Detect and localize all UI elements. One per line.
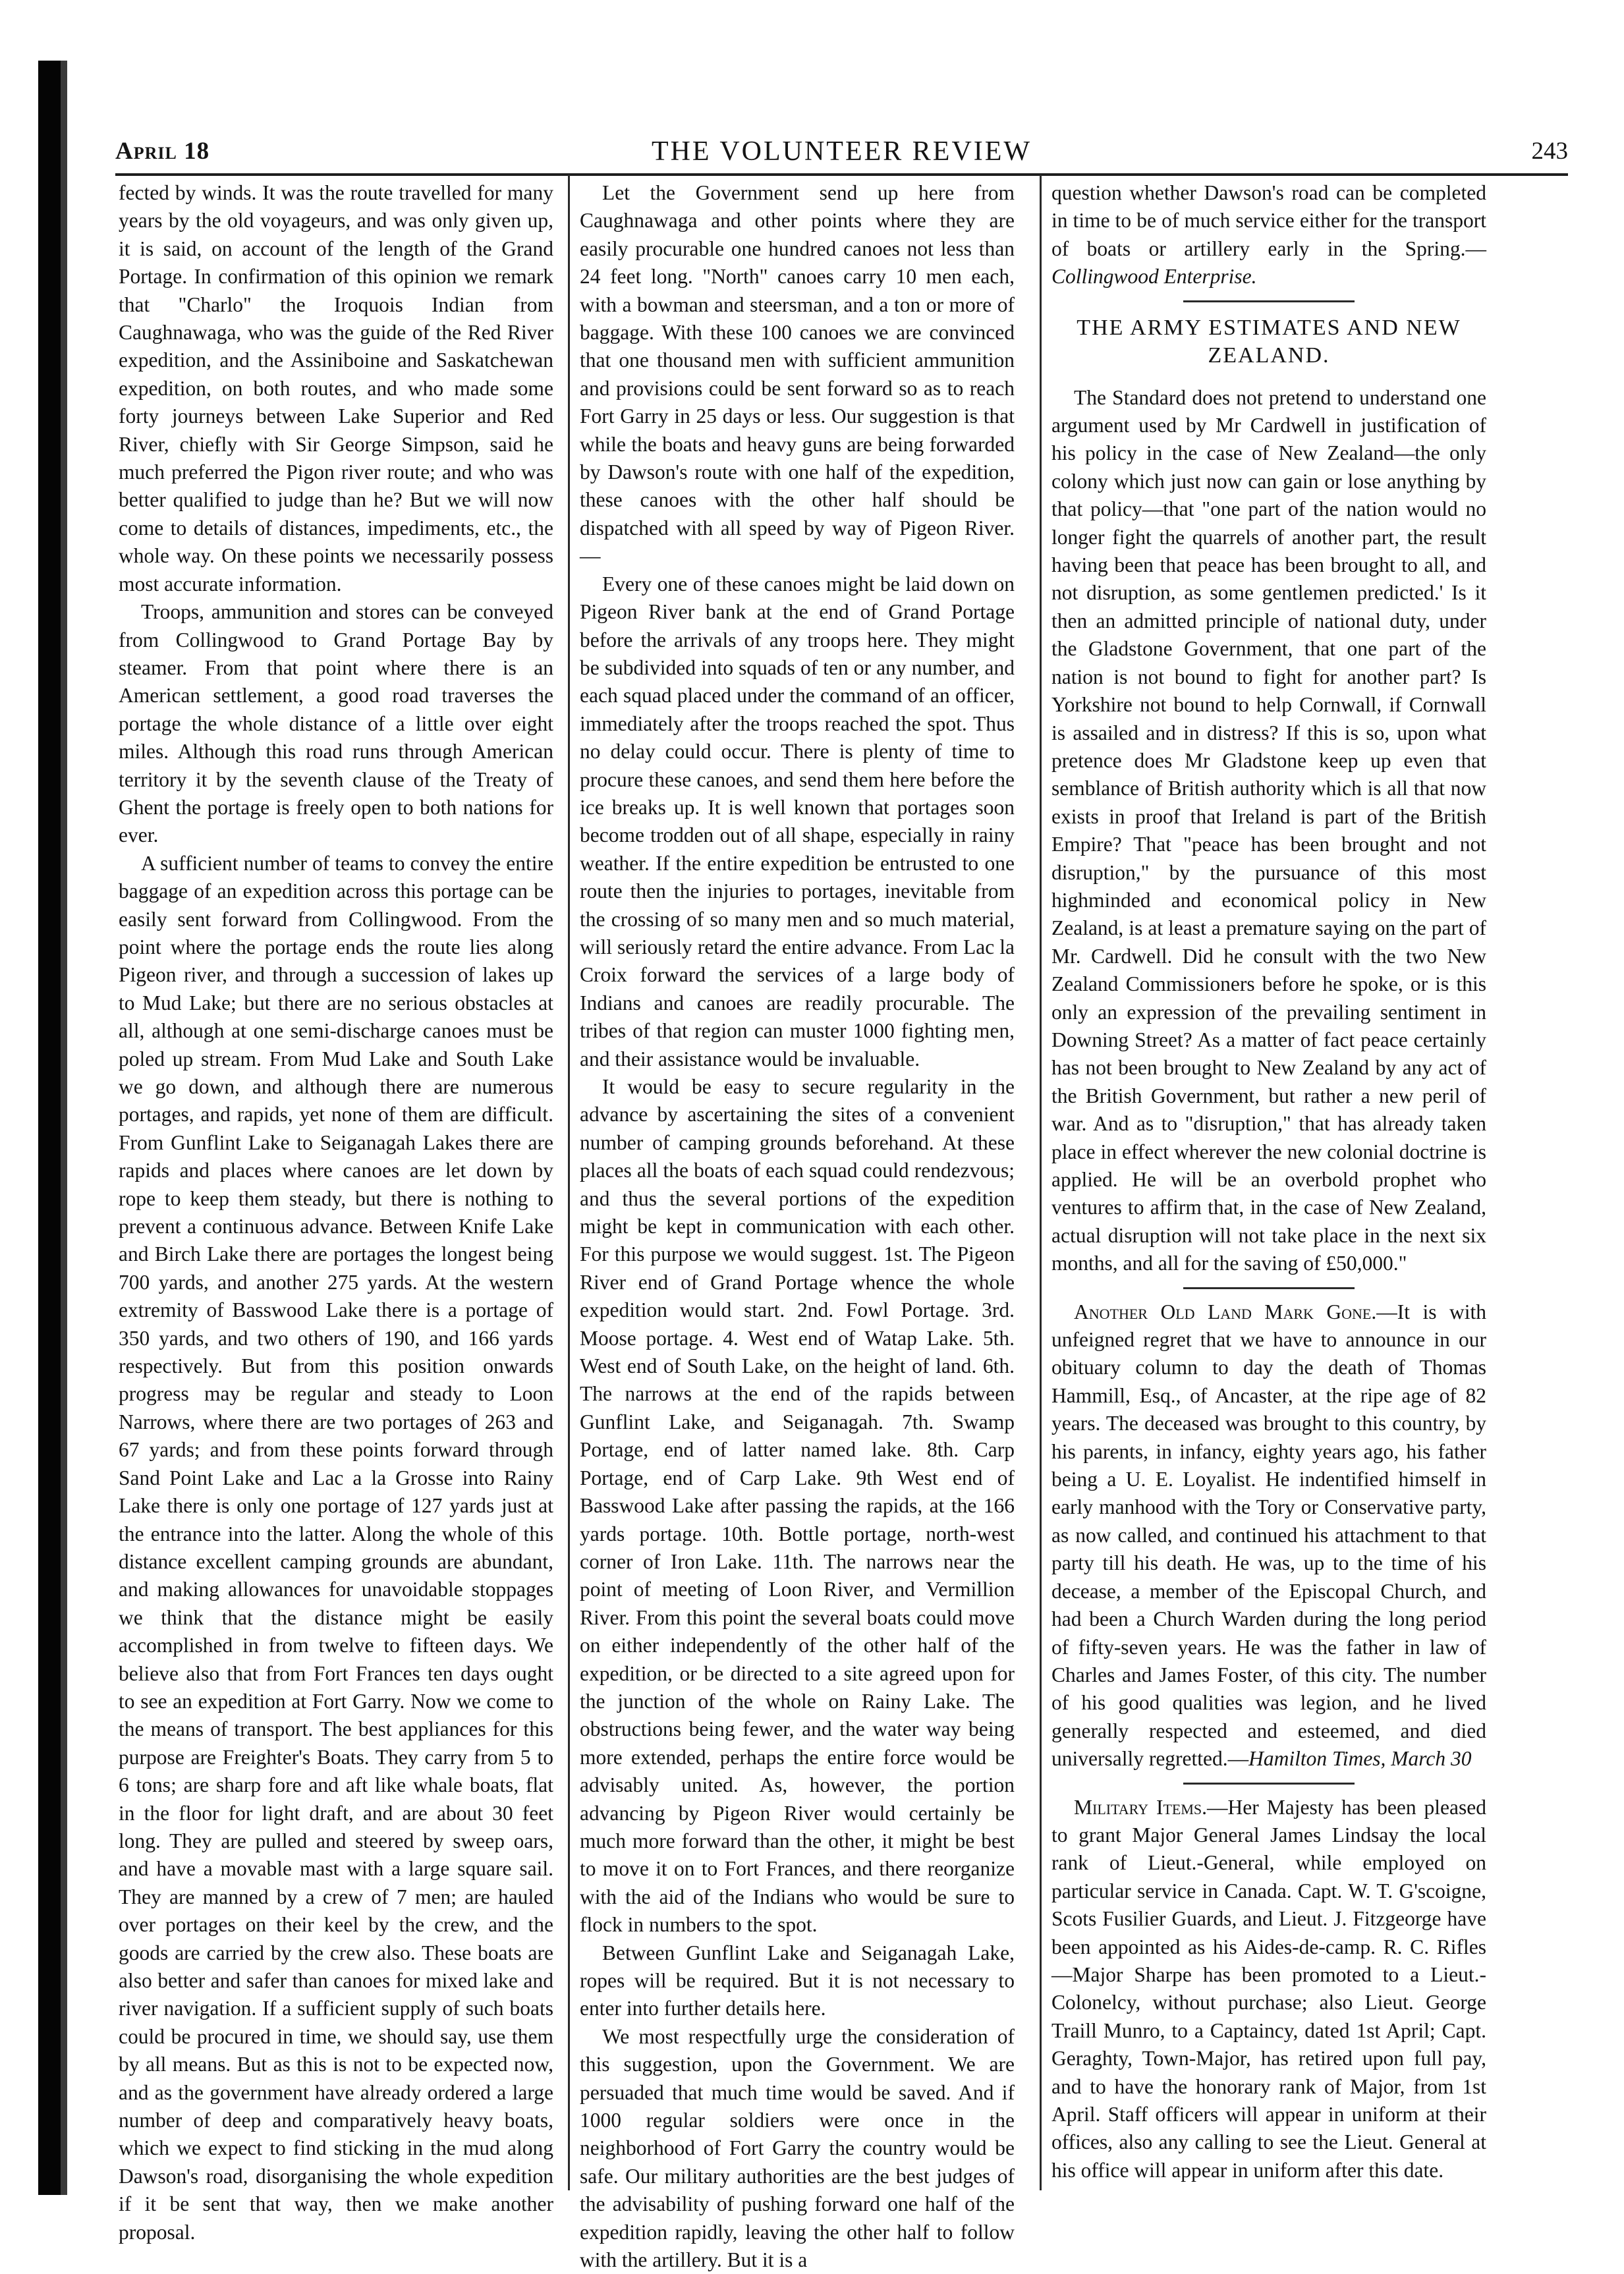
article-source: Hamilton Times, March 30 [1248,1747,1472,1771]
page-edge-shadow [38,61,61,2195]
article-text: —Her Majesty has been pleased to grant Major General James Lindsay the local rank of Lieut.-General, while employed on particular service in Canada. Capt. W. T. G'scoigne, Scots Fusilier Guards, and Lieut. J. Fitzgeorge have been appointed as his Aides-de-camp. R. C. Rifles —Major Sharpe has been promoted to a Lieut.-Colonelcy, without purchase; also Lieut. George Traill Munro, to a Captaincy, dated 1st April; Capt. Geraghty, Town-Major, has retired upon full pay, and to have the honorary rank of Major, from 1st April. Staff officers will appear in uniform at their offices, also any calling to see the Lieut. General at his office will appear in uniform after this date. [1051,1795,1487,2182]
publication-title: THE VOLUNTEER REVIEW [651,136,1032,167]
article-paragraph [1051,1794,1486,2185]
page-number: 243 [1531,138,1568,165]
article-paragraph: fected by winds. It was the route travelled for many years by the old voyageurs, and was only given up, it is said, on account of the length of the Grand Portage. In confirmation of this opinion we remark that "Charlo" the Iroquois Indian from Caughnawaga, who was the guide of the Red River expedition, and the Assiniboine and Saskatchewan expedition, on both routes, and who made some forty journeys between Lake Superior and Red River, chiefly with Sir George Simpson, said he much preferred the Pigon river route; and who was better qualified to judge than he? But we will now come to details of distances, impediments, etc., the whole way. On these points we necessarily possess most accurate information. [119,181,553,596]
article-paragraph: Between Gunflint Lake and Seiganagah Lake, ropes will be required. But it is not necessary to enter into further details here. [580,1941,1015,2020]
item-lead: Military Items. [1074,1795,1208,1819]
column-3 [1051,179,1486,2192]
article-text: —It is with unfeigned regret that we have to announce in our obituary column to day the death of Thomas Hammill, Esq., of Ancaster, at the ripe age of 82 years. The deceased was brought to this country, by his parents, in infancy, eighty years ago, his father being a U. E. Loyalist. He indentified himself in early manhood with the Tory or Conservative party, as now called, and continued his attachment to that party till his death. He was, up to the time of his decease, a member of the Episcopal Church, and had been a Church Warden during the long period of fifty-seven years. He was the father in law of Charles and James Foster, of this city. The number of his good qualities was legion, and he lived generally respected and esteemed, and died universally regretted.— [1051,1300,1486,1771]
column-divider-2 [1040,175,1042,2190]
header-rule [115,173,1568,176]
issue-date: April 18 [115,138,210,165]
section-rule [1183,300,1355,302]
article-paragraph: Troops, ammunition and stores can be conveyed from Collingwood to Grand Portage Bay by steamer. From that point where there is an American settlement, a good road traverses the portage the whole distance of a little over eight miles. Although this road runs through American territory it by the seventh clause of the Treaty of Ghent the portage is freely open to both nations for ever. [119,600,553,847]
article-source: Collingwood Enterprise. [1051,265,1257,289]
column-2 [580,179,1015,2272]
section-heading: THE ARMY ESTIMATES AND NEW ZEALAND. [1077,315,1461,368]
article-paragraph [1051,179,1486,291]
article-paragraph: Every one of these canoes might be laid down on Pigeon River bank at the end of Grand Portage before the arrivals of any troops here. They might be subdivided into squads of ten or any number, and each squad placed under the command of an officer, immediately after the troops reached the spot. Thus no delay could occur. There is plenty of time to procure these canoes, and send them here before the ice breaks up. It is well known that portages soon become trodden out of all shape, especially in rainy weather. If the entire expedition be entrusted to one route then the injuries to portages, inevitable from the crossing of so many men and so much material, will seriously retard the entire advance. From Lac la Croix forward the services of a large body of Indians and canoes are readily procurable. The tribes of that region can muster 1000 fighting men, and their assistance would be invaluable. [580,572,1015,1070]
page-edge-shadow-inner [61,61,67,2195]
article-paragraph: Let the Government send up here from Caughnawaga and other points where they are easily procurable one hundred canoes not less than 24 feet long. "North" canoes carry 10 men each, with a bowman and steersman, and a ton or more of baggage. With these 100 canoes we are convinced that one thousand men with sufficient ammunition and provisions could be sent forward so as to reach Fort Garry in 25 days or less. Our suggestion is that while the boats and heavy guns are being forwarded by Dawson's route with one half of the expedition, these canoes with the other half should be dispatched with all speed by way of Pigeon River.— [580,181,1015,568]
article-paragraph: We most respectfully urge the consideration of this suggestion, upon the Government. We are persuaded that much time would be saved. And if 1000 regular soldiers were once in the neighborhood of Fort Garry the country would be safe. Our military authorities are the best judges of the advisability of pushing forward one half of the expedition rapidly, leaving the other half to follow with the artillery. But it is a [580,2024,1015,2272]
article-paragraph: The Standard does not pretend to understand one argument used by Mr Cardwell in justification of his policy in the case of New Zealand—the only colony which just now can gain or lose anything by that policy—that "one part of the nation would no longer fight the quarrels of another part, the result having been that peace has been brought to all, and not disruption, as some gentlemen predicted.' Is it then an admitted principle of national duty, under the Gladstone Government, that one part of the nation is not bound to fight for another part? Is Yorkshire not bound to help Cornwall, if Cornwall is assailed and in distress? If this is so, upon what pretence does Mr Gladstone keep up even that semblance of British authority which is all that now exists in proof that Ireland is part of the British Empire? That "peace has been brought and not disruption," by the pursuance of this most highminded and economical policy in New Zealand, is at least a premature saying on the part of Mr. Cardwell. Did he consult with the two New Zealand Commissioners before he spoke, or is this only an expression of the prevailing sentiment in Downing Street? As a matter of fact peace certainly has not been brought to New Zealand by any act of the British Government, but rather a new peril of war. And as to "disruption," that has already taken place in effect wherever the new colonial doctrine is applied. He will be an overbold prophet who ventures to affirm that, in the case of New Zealand, actual disruption will not take place in the next six months, and all for the saving of £50,000." [1051,385,1486,1275]
article-paragraph: A sufficient number of teams to convey the entire baggage of an expedition across this portage can be easily sent forward from Collingwood. From the point where the portage ends the route lies along Pigeon river, and through a succession of lakes up to Mud Lake; but there are no serious obstacles at all, although at one semi-discharge canoes must be poled up stream. From Mud Lake and South Lake we go down, and although there are numerous portages, and rapids, yet none of them are difficult. From Gunflint Lake to Seiganagah Lakes there are rapids and places where canoes are let down by rope to keep them steady, but there is nothing to prevent a continuous advance. Between Knife Lake and Birch Lake there are portages the longest being 700 yards, and another 275 yards. At the western extremity of Basswood Lake there is a portage of 350 yards, and two others of 190, and 166 yards respectively. But from this position onwards progress may be regular and steady to Loon Narrows, where there are two portages of 263 and 67 yards; and from these points forward through Sand Point Lake and Lac a la Grosse into Rainy Lake there is only one portage of 127 yards just at the entrance into the latter. Along the whole of this distance excellent camping grounds are abundant, and making allowances for unavoidable stoppages we think that the distance might be easily accomplished in from twelve to fifteen days. We believe also that from Fort Frances ten days ought to see an expedition at Fort Garry. Now we come to the means of transport. The best appliances for this purpose are Freighter's Boats. They carry from 5 to 6 tons; are sharp fore and aft like whale boats, flat in the floor for light draft, and are about 30 feet long. They are pulled and steered by sweep oars, and have a movable mast with a large square sail. They are manned by a crew of 7 men; are hauled over portages on their keel by the crew, and the goods are carried by the crew also. These boats are also better and safer than canoes for mixed lake and river navigation. If a sufficient supply of such boats could be procured in time, we should say, use them by all means. But as this is not to be expected now, and as the government have already ordered a large number of deep and comparatively heavy boats, which we expect to find sticking in the mud along Dawson's road, disorganising the whole expedition if it be sent that way, then we make another proposal. [119,851,553,2244]
column-1 [119,179,553,2244]
column-divider-1 [568,175,570,2190]
section-rule [1183,1783,1355,1785]
article-paragraph [1051,1298,1486,1773]
section-rule [1183,1287,1355,1289]
article-paragraph: It would be easy to secure regularity in the advance by ascertaining the sites of a convenient number of camping grounds beforehand. At these places all the boats of each squad could rendezvous; and thus the several portions of the expedition might be kept in communication with each other. For this purpose we would suggest. 1st. The Pigeon River end of Grand Portage whence the whole expedition would start. 2nd. Fowl Portage. 3rd. Moose portage. 4. West end of Watap Lake. 5th. West end of South Lake, on the height of land. 6th. The narrows at the end of the rapids between Gunflint Lake, and Seiganagah. 7th. Swamp Portage, end of latter named lake. 8th. Carp Portage, end of Carp Lake. 9th West end of Basswood Lake after passing the rapids, at the 166 yards portage. 10th. Bottle portage, north-west corner of Iron Lake. 11th. The narrows near the point of meeting of Loon River, and Vermillion River. From this point the several boats could move on either independently of the other half of the expedition, or be directed to a site agreed upon for the junction of the whole on Rainy Lake. The obstructions being fewer, and the water way being more extended, perhaps the entire force would be advisably united. As, however, the portion advancing by Pigeon River would certainly be much more forward than the other, it might be best to move it on to Fort Frances, and there reorganize with the aid of the Indians who would be sure to flock in numbers to the spot. [580,1075,1015,1937]
item-lead: Another Old Land Mark Gone. [1074,1300,1377,1323]
running-head [115,132,1568,171]
article-text: question whether Dawson's road can be completed in time to be of much service either for the transport of boats or artillery early in the Spring.— [1051,181,1486,260]
